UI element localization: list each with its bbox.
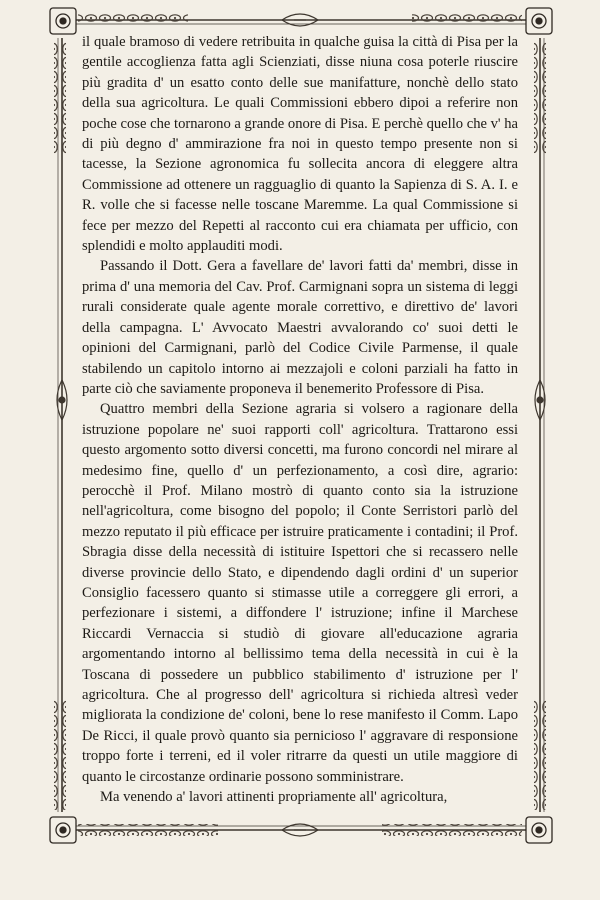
paragraph: Quattro membri della Sezione agraria si volsero a ragionare della istruzione popolare ne' suoi rapporti coll' agricoltura. Trattarono essi questo argomento sotto diversi concetti, ma furono concordi nel mirare al medesimo fine, quello d' un perfezionamento, a così dire, agrario: perocchè il Prof. Milano mostrò di quanto conto sia la istruzione nell'agricoltura, come bisogno del popolo; il Conte Serristori parlò del mezzo reputato il più efficace per istruire praticamente i contadini; il Prof. Sbragia disse della necessità di istituire Ispettori che si recassero nelle diverse provincie dello Stato, e dipendendo dagli ordini d' un superior Consiglio facessero quanto si stimasse utile a correggere gli errori, a perfezionare i sistemi, a diffondere l' istruzione; infine il Marchese Riccardi Vernaccia si studiò di giovare all'educazione agraria argomentando intorno al bellissimo tema della necessità in cui è la Toscana di possedere un pubblico stabilimento d' istruzione per l' agricoltura. Che al progresso dell' agricoltura si richieda altresì veder migliorata la condizione de' coloni, bene lo rese manifesto il Comm. Lapo De Ricci, il quale provò quanto sia pernicioso l' aggravare di responsione troppo forte i terreni, ed il voler ritrarre da questi un utile maggiore di quanto le circostanze ordinarie possono somministrare. (82, 401, 518, 785)
paragraph: il quale bramoso di vedere retribuita in qualche guisa la città di Pisa per la gentile accoglienza fatta agli Scienziati, disse niuna cosa poterle riuscire più gradita d' un esatto conto delle sue manifatture, nonchè dello stato della sua agricoltura. Le quali Commissioni ebbero dipoi a referire non poche cose che tornarono a grande onore di Pisa. E perchè quello che v' ha di più degno d' ammirazione fra noi in questo tempo presente non si tacesse, la Sezione agronomica fu sollecita ancora di eleggere altra Commissione ad ottenere un ragguaglio di quanto la Sapienza di S. A. I. e R. volle che si facesse nelle toscane Maremme. La qual Commissione si fece per mezzo del Repetti al racconto cui era chiamata per ufficio, con splendidi e molto applauditi modi. (82, 34, 518, 255)
body-text (82, 32, 518, 807)
paragraph: Passando il Dott. Gera a favellare de' lavori fatti da' membri, disse in prima d' una memoria del Cav. Prof. Carmignani sopra un sistema di leggi rurali considerate quale agente morale correttivo, e direttivo de' lavori della campagna. L' Avvocato Maestri avvalorando co' suoi detti le opinioni del Carmignani, parlò del Codice Civile Parmense, il quale stabilendo un capitolo intorno ai mezzajoli e coloni parziali ha fatto in parte ciò che saviamente proponeva il benemerito Professore di Pisa. (82, 258, 518, 397)
paragraph: Ma venendo a' lavori attinenti propriamente all' agricoltura, (100, 789, 448, 806)
